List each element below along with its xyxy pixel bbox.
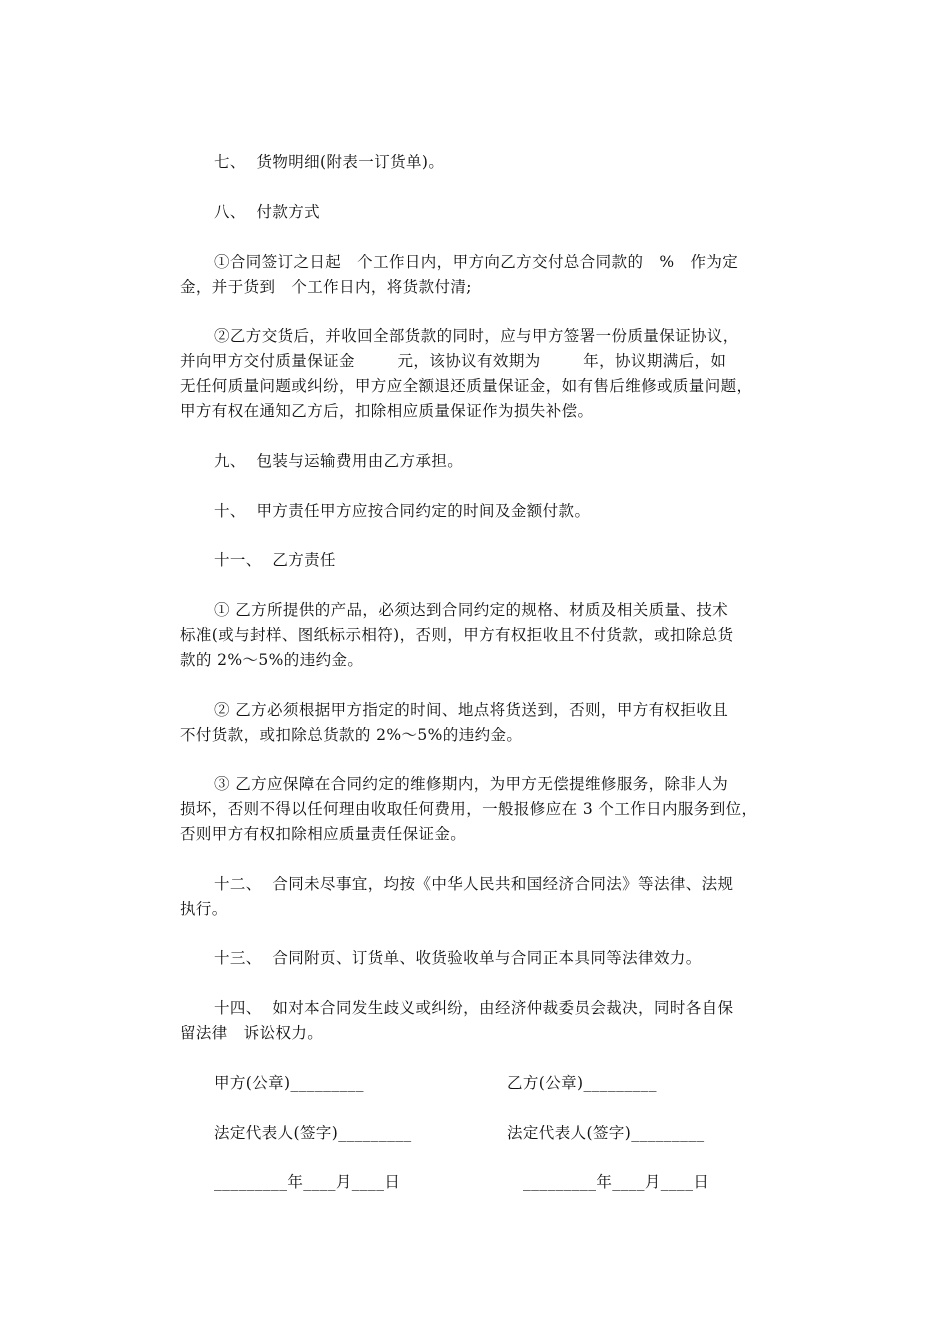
clause-9: 九、 包装与运输费用由乙方承担。 — [214, 452, 464, 470]
clause-8-heading: 八、 付款方式 — [214, 203, 321, 221]
clause-12-line-2: 执行。 — [180, 900, 228, 918]
clause-14-line-2: 留法律 诉讼权力。 — [180, 1024, 324, 1042]
clause-11-item-1-line-2: 标准(或与封样、图纸标示相符)，否则，甲方有权拒收且不付货款，或扣除总货 — [180, 626, 734, 644]
clause-11-item-2-line-2: 不付货款，或扣除总货款的 2%～5%的违约金。 — [180, 726, 523, 744]
clause-8-item-2-line-1: ②乙方交货后，并收回全部货款的同时，应与甲方签署一份质量保证协议， — [214, 327, 739, 345]
clause-8-item-2-line-2: 并向甲方交付质量保证金 元，该协议有效期为 年，协议期满后，如 — [180, 352, 727, 370]
clause-11-item-3-line-2: 损坏，否则不得以任何理由收取任何费用，一般报修应在 3 个工作日内服务到位， — [180, 800, 758, 818]
party-b-seal: 乙方(公章)_________ — [507, 1074, 657, 1092]
party-b-representative: 法定代表人(签字)_________ — [507, 1124, 705, 1142]
party-a-representative: 法定代表人(签字)_________ — [214, 1124, 412, 1142]
clause-13: 十三、 合同附页、订货单、收货验收单与合同正本具同等法律效力。 — [214, 949, 702, 967]
clause-10: 十、 甲方责任甲方应按合同约定的时间及金额付款。 — [214, 502, 591, 520]
party-a-seal: 甲方(公章)_________ — [214, 1074, 364, 1092]
clause-11-item-1-line-3: 款的 2%～5%的违约金。 — [180, 651, 364, 669]
clause-8-item-2-line-3: 无任何质量问题或纠纷，甲方应全额退还质量保证金，如有售后维修或质量问题， — [180, 377, 753, 395]
clause-12-line-1: 十二、 合同未尽事宜，均按《中华人民共和国经济合同法》等法律、法规 — [214, 875, 734, 893]
clause-11-item-3-line-1: ③ 乙方应保障在合同约定的维修期内，为甲方无偿提维修服务，除非人为 — [214, 775, 729, 793]
party-b-date: _________年____月____日 — [523, 1173, 710, 1191]
clause-8-item-2-line-4: 甲方有权在通知乙方后，扣除相应质量保证作为损失补偿。 — [180, 402, 594, 420]
clause-8-item-1-line-1: ①合同签订之日起 个工作日内，甲方向乙方交付总合同款的 % 作为定 — [214, 253, 739, 271]
clause-7: 七、 货物明细(附表一订货单)。 — [214, 153, 445, 171]
party-a-date: _________年____月____日 — [214, 1173, 401, 1191]
clause-8-item-1-line-2: 金，并于货到 个工作日内，将货款付清; — [180, 278, 472, 296]
clause-11-item-2-line-1: ② 乙方必须根据甲方指定的时间、地点将货送到，否则，甲方有权拒收且 — [214, 701, 729, 719]
clause-11-item-1-line-1: ① 乙方所提供的产品，必须达到合同约定的规格、材质及相关质量、技术 — [214, 601, 729, 619]
clause-14-line-1: 十四、 如对本合同发生歧义或纠纷，由经济仲裁委员会裁决，同时各自保 — [214, 999, 734, 1017]
clause-11-heading: 十一、 乙方责任 — [214, 551, 336, 569]
clause-11-item-3-line-3: 否则甲方有权扣除相应质量责任保证金。 — [180, 825, 467, 843]
